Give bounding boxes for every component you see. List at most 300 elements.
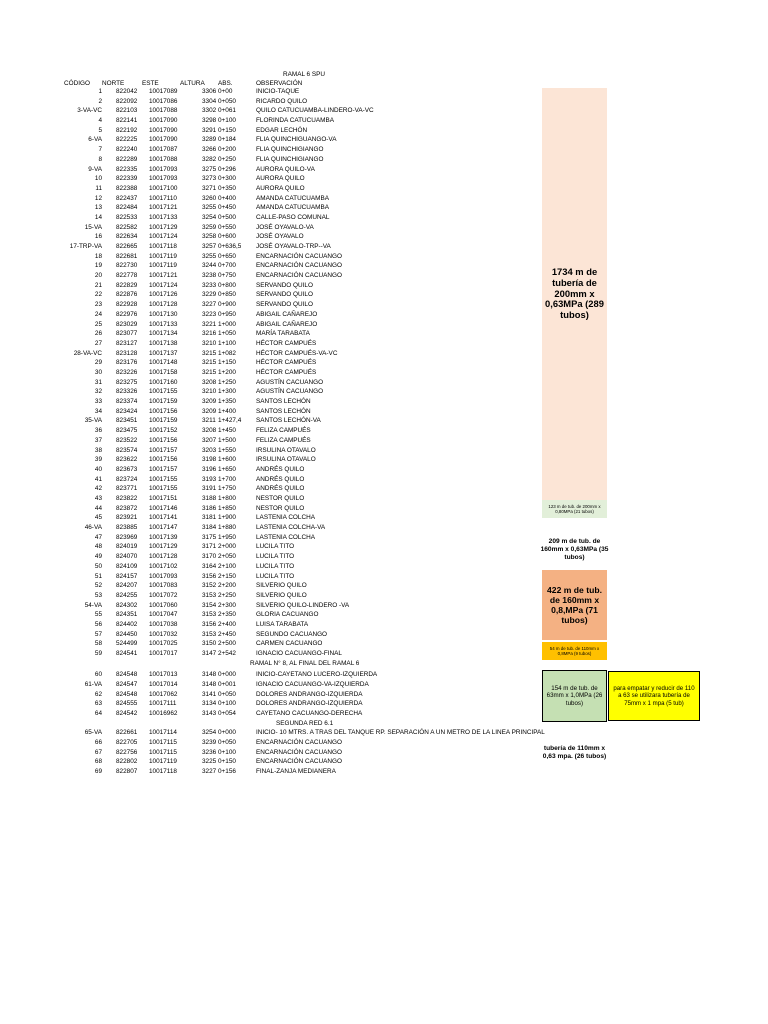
cell-observacion: ENCARNACIÓN CACUANGO	[256, 748, 342, 756]
cell-norte: 822042	[116, 88, 138, 95]
cell-este: 10017111	[149, 700, 177, 708]
cell-observacion: ENCARNACIÓN CACUANGO	[256, 262, 342, 270]
cell-abs: 0+636,5	[218, 243, 242, 251]
cell-norte: 823574	[116, 446, 138, 454]
cell-este: 10017121	[149, 204, 178, 212]
cell-observacion: RICARDO QUILO	[256, 97, 308, 105]
cell-este: 10017060	[149, 601, 178, 609]
cell-codigo: 67	[94, 748, 102, 756]
note-422m-text: 422 m de tub. de 160mm x 0,8,MPa (71 tubos)	[547, 585, 602, 625]
cell-observacion: AMANDA CATUCUAMBA	[256, 194, 330, 202]
cell-codigo: 15-VA	[84, 223, 102, 231]
cell-este: 10017013	[149, 671, 178, 678]
cell-codigo: 23	[94, 301, 102, 309]
table-row	[0, 729, 768, 737]
table-row	[0, 243, 768, 251]
header-observacion: OBSERVACIÓN	[256, 80, 303, 87]
cell-abs: 0+050	[218, 738, 236, 746]
cell-altura: 3302	[202, 107, 217, 115]
cell-abs: 0+150	[218, 758, 236, 766]
cell-este: 10017128	[149, 553, 178, 561]
cell-altura: 3175	[202, 533, 217, 541]
cell-observacion: ENCARNACIÓN CACUANGO	[256, 738, 342, 746]
cell-norte: 824302	[116, 601, 138, 609]
cell-este: 10017088	[149, 107, 178, 115]
cell-altura: 3215	[202, 349, 217, 357]
cell-norte: 824207	[116, 582, 138, 590]
cell-observacion: ABIGAIL CAÑAREJO	[256, 310, 318, 318]
cell-abs: 2+400	[218, 620, 236, 628]
cell-norte: 822141	[116, 117, 138, 125]
cell-altura: 3239	[202, 738, 217, 746]
cell-altura: 3254	[202, 213, 217, 221]
cell-este: 10016962	[149, 710, 178, 717]
cell-norte: 822225	[116, 136, 138, 144]
cell-codigo: 5	[98, 126, 102, 134]
cell-observacion: SERVANDO QUILO	[256, 301, 313, 309]
cell-abs: 0+400	[218, 194, 236, 202]
cell-altura: 3153	[202, 591, 217, 599]
cell-altura: 3153	[202, 611, 217, 619]
cell-norte: 823724	[116, 475, 138, 483]
cell-altura: 3193	[202, 475, 217, 483]
cell-este: 10017124	[149, 233, 178, 241]
cell-codigo: 28-VA-VC	[73, 349, 102, 357]
cell-abs: 1+082	[218, 349, 236, 357]
cell-norte: 822928	[116, 301, 138, 309]
cell-altura: 3208	[202, 378, 217, 386]
cell-norte: 822092	[116, 97, 138, 105]
table-row	[0, 204, 768, 212]
cell-norte: 822437	[116, 194, 138, 202]
cell-este: 10017090	[149, 126, 178, 134]
cell-altura: 3150	[202, 640, 217, 648]
cell-abs: 0+050	[218, 97, 236, 105]
cell-codigo: 38	[94, 446, 102, 454]
cell-norte: 824402	[116, 620, 138, 628]
cell-abs: 1+300	[218, 388, 236, 396]
cell-altura: 3211	[202, 417, 216, 425]
cell-altura: 3282	[202, 155, 217, 163]
table-row	[0, 195, 768, 203]
cell-abs: 1+880	[218, 524, 236, 532]
cell-abs: 1+800	[218, 494, 236, 502]
cell-observacion: LASTENIA COLCHA	[256, 514, 315, 522]
cell-este: 10017157	[149, 446, 178, 454]
cell-observacion: JOSÉ OYAVALO-VA	[256, 223, 314, 231]
cell-codigo: 58	[94, 640, 102, 648]
cell-altura: 3188	[202, 494, 217, 502]
cell-codigo: 66	[94, 738, 102, 746]
table-row	[0, 388, 768, 396]
cell-observacion: GLORIA CACUANGO	[256, 611, 319, 619]
cell-codigo: 64	[94, 710, 102, 717]
cell-codigo: 49	[94, 553, 102, 561]
cell-abs: 0+650	[218, 252, 236, 260]
cell-norte: 824548	[116, 690, 138, 698]
cell-abs: 0+054	[218, 710, 236, 717]
table-row	[0, 621, 768, 629]
cell-norte: 822192	[116, 126, 138, 134]
table-row	[0, 398, 768, 406]
cell-este: 10017047	[149, 611, 178, 619]
cell-observacion: HÉCTOR CAMPUÉS	[256, 369, 317, 376]
cell-observacion: QUILO CATUCUAMBA-LINDERO-VA-VC	[256, 107, 374, 115]
table-row	[0, 262, 768, 270]
cell-abs: 0+900	[218, 301, 236, 309]
cell-altura: 3223	[202, 310, 217, 318]
cell-norte: 823128	[116, 349, 138, 357]
table-row	[0, 749, 768, 757]
cell-este: 10017115	[149, 748, 177, 756]
table-row	[0, 330, 768, 338]
table-row	[0, 573, 768, 581]
cell-abs: 1+400	[218, 407, 236, 415]
cell-codigo: 12	[94, 194, 102, 202]
table-row	[0, 466, 768, 474]
cell-codigo: 68	[94, 758, 102, 766]
cell-abs: 0+500	[218, 213, 236, 221]
cell-norte: 823622	[116, 456, 138, 464]
table-row	[0, 301, 768, 309]
cell-codigo: 36	[94, 427, 102, 435]
cell-codigo: 54-VA	[84, 601, 102, 609]
cell-observacion: LUCILA TITO	[256, 562, 295, 570]
cell-codigo: 35-VA	[84, 417, 102, 425]
title-ramal-6: RAMAL 6 SPU	[283, 71, 326, 78]
cell-altura: 3298	[202, 117, 217, 125]
table-row	[0, 602, 768, 610]
cell-este: 10017138	[149, 339, 178, 347]
cell-norte: 524499	[116, 640, 138, 648]
cell-codigo: 39	[94, 456, 102, 464]
table-row	[0, 311, 768, 319]
cell-observacion: MARÍA TARABATA	[256, 330, 310, 338]
cell-observacion: NESTOR QUILO	[256, 504, 305, 512]
cell-observacion: FLIA QUINCHIGUANGO-VA	[256, 136, 337, 144]
cell-altura: 3273	[202, 175, 217, 183]
cell-altura: 3257	[202, 243, 217, 251]
cell-observacion: SILVERIO QUILO-LINDERO -VA	[256, 601, 350, 609]
cell-abs: 0+000	[218, 729, 236, 736]
cell-norte: 823275	[116, 378, 138, 386]
cell-este: 10017093	[149, 175, 178, 183]
cell-abs: 1+200	[218, 369, 236, 376]
cell-codigo: 16	[94, 233, 102, 241]
cell-norte: 822388	[116, 184, 138, 192]
cell-altura: 3255	[202, 204, 217, 212]
cell-abs: 1+600	[218, 456, 236, 464]
table-row	[0, 650, 768, 658]
header-abs: ABS.	[218, 80, 233, 87]
note-54m-text: 54 m de tub. de 110mm x 0,8MPa (9 tubos)	[549, 646, 600, 656]
note-110m-pipe	[538, 738, 611, 768]
cell-este: 10017121	[149, 272, 178, 280]
cell-abs: 0+350	[218, 184, 236, 192]
cell-norte: 824555	[116, 700, 138, 708]
cell-abs: 0+950	[218, 310, 236, 318]
cell-norte: 823326	[116, 388, 138, 396]
cell-norte: 824109	[116, 562, 138, 570]
table-row	[0, 233, 768, 241]
cell-norte: 823176	[116, 359, 138, 367]
cell-norte: 824351	[116, 611, 138, 619]
note-123m-pipe	[542, 500, 607, 518]
cell-norte: 822807	[116, 768, 138, 775]
cell-este: 10017089	[149, 88, 178, 95]
cell-observacion: AURORA QUILO	[256, 184, 305, 192]
cell-observacion: ANDRÉS QUILO	[256, 485, 305, 493]
cell-altura: 3260	[202, 194, 217, 202]
cell-norte: 822335	[116, 165, 138, 173]
cell-norte: 823029	[116, 320, 138, 328]
note-422m-pipe	[542, 570, 607, 640]
cell-observacion: LUCILA TITO	[256, 572, 295, 580]
cell-observacion: SERVANDO QUILO	[256, 291, 313, 299]
table-row	[0, 136, 768, 144]
cell-codigo: 61-VA	[84, 680, 102, 688]
cell-altura: 3191	[202, 485, 217, 493]
cell-este: 10017137	[149, 349, 178, 357]
cell-altura: 3198	[202, 456, 217, 464]
cell-codigo: 37	[94, 436, 102, 444]
header-este: ESTE	[142, 80, 159, 87]
cell-abs: 0+850	[218, 291, 236, 299]
cell-codigo: 21	[94, 281, 102, 289]
cell-abs: 0+156	[218, 768, 236, 775]
cell-norte: 822730	[116, 262, 138, 270]
cell-norte: 823885	[116, 524, 138, 532]
table-row	[0, 98, 768, 106]
table-row	[0, 417, 768, 425]
cell-este: 10017017	[149, 650, 178, 658]
cell-norte: 823771	[116, 485, 138, 493]
cell-codigo: 8	[98, 155, 102, 163]
cell-observacion: CAYETANO CACUANGO-DERECHA	[256, 710, 363, 717]
table-row	[0, 175, 768, 183]
cell-este: 10017141	[149, 514, 178, 522]
cell-norte: 824019	[116, 543, 138, 551]
cell-observacion: SANTOS LECHÓN	[256, 407, 311, 415]
cell-altura: 3148	[202, 680, 217, 688]
cell-observacion: FELIZA CAMPUÉS	[256, 427, 311, 435]
cell-abs: 0+100	[218, 700, 236, 708]
table-row	[0, 224, 768, 232]
cell-codigo: 32	[94, 388, 102, 396]
title-ramal-8: RAMAL N° 8, AL FINAL DEL RAMAL 6	[250, 660, 360, 667]
cell-codigo: 48	[94, 543, 102, 551]
table-row	[0, 282, 768, 290]
cell-norte: 824450	[116, 630, 138, 638]
cell-abs: 2+300	[218, 601, 236, 609]
cell-observacion: HÉCTOR CAMPUÉS-VA-VC	[256, 349, 338, 357]
cell-codigo: 40	[94, 465, 102, 473]
cell-este: 10017129	[149, 223, 178, 231]
cell-este: 10017129	[149, 543, 178, 551]
note-empatar-text: para empatar y reducir de 110 a 63 se utilizara tubería de 75mm x 1 mpa (5 tub)	[613, 685, 695, 707]
cell-norte: 822681	[116, 252, 138, 260]
cell-abs: 1+650	[218, 465, 236, 473]
cell-este: 10017134	[149, 330, 178, 338]
cell-codigo: 59	[94, 650, 102, 658]
cell-altura: 3291	[202, 126, 217, 134]
cell-altura: 3154	[202, 601, 217, 609]
cell-este: 10017102	[149, 562, 178, 570]
cell-codigo: 14	[94, 213, 102, 221]
cell-abs: 2+450	[218, 630, 236, 638]
cell-codigo: 20	[94, 272, 102, 280]
cell-observacion: HÉCTOR CAMPUÉS	[256, 339, 317, 347]
cell-observacion: ENCARNACIÓN CACUANGO	[256, 252, 342, 260]
cell-codigo: 26	[94, 330, 102, 338]
cell-norte: 824542	[116, 710, 138, 717]
cell-altura: 3156	[202, 620, 217, 628]
cell-este: 10017155	[149, 485, 178, 493]
cell-norte: 823522	[116, 436, 138, 444]
cell-observacion: AURORA QUILO	[256, 175, 305, 183]
cell-altura: 3147	[202, 650, 217, 658]
cell-este: 10017118	[149, 768, 177, 775]
cell-este: 10017119	[149, 758, 177, 766]
cell-observacion: FELIZA CAMPUÉS	[256, 436, 311, 444]
cell-este: 10017156	[149, 436, 178, 444]
cell-codigo: 10	[94, 175, 102, 183]
cell-observacion: NESTOR QUILO	[256, 494, 305, 502]
cell-norte: 823451	[116, 417, 138, 425]
header-altura: ALTURA	[180, 80, 205, 87]
table-row	[0, 456, 768, 464]
cell-este: 10017062	[149, 690, 178, 698]
table-row	[0, 146, 768, 154]
table-row	[0, 379, 768, 387]
cell-norte: 822756	[116, 748, 138, 756]
cell-abs: 1+750	[218, 485, 236, 493]
table-row	[0, 272, 768, 280]
cell-abs: 0+061	[218, 107, 236, 115]
table-row	[0, 127, 768, 135]
cell-observacion: ANDRÉS QUILO	[256, 475, 305, 483]
table-row	[0, 437, 768, 445]
cell-observacion: DOLORES ANDRANGO-IZQUIERDA	[256, 700, 363, 708]
table-row	[0, 611, 768, 619]
cell-altura: 3164	[202, 562, 217, 570]
cell-altura: 3258	[202, 233, 217, 241]
cell-altura: 3227	[202, 301, 217, 309]
cell-observacion: INICIO-TAQUE	[256, 88, 300, 95]
table-row	[0, 156, 768, 164]
table-row	[0, 485, 768, 493]
cell-este: 10017124	[149, 281, 178, 289]
cell-abs: 2+100	[218, 562, 236, 570]
cell-abs: 2+350	[218, 611, 236, 619]
cell-abs: 0+100	[218, 117, 236, 125]
cell-norte: 822103	[116, 107, 138, 115]
cell-norte: 823872	[116, 504, 138, 512]
cell-altura: 3221	[202, 320, 217, 328]
cell-codigo: 4	[98, 117, 102, 125]
cell-observacion: ABIGAIL CAÑAREJO	[256, 320, 318, 328]
note-empatar-reducir	[608, 671, 700, 721]
cell-este: 10017158	[149, 369, 178, 376]
cell-observacion: DOLORES ANDRANGO-IZQUIERDA	[256, 690, 363, 698]
cell-observacion: FLIA QUINCHIGIANGO	[256, 146, 324, 154]
cell-este: 10017118	[149, 243, 177, 251]
cell-norte: 822829	[116, 281, 138, 289]
cell-este: 10017086	[149, 97, 178, 105]
cell-observacion: FLORINDA CATUCUAMBA	[256, 117, 334, 125]
cell-altura: 3236	[202, 748, 217, 756]
cell-codigo: 7	[98, 146, 102, 154]
table-row	[0, 214, 768, 222]
cell-altura: 3275	[202, 165, 217, 173]
cell-codigo: 51	[94, 572, 102, 580]
cell-codigo: 29	[94, 359, 102, 367]
table-row	[0, 534, 768, 542]
cell-altura: 3184	[202, 524, 217, 532]
table-row	[0, 427, 768, 435]
cell-norte: 822665	[116, 243, 138, 251]
cell-norte: 822661	[116, 729, 138, 736]
cell-abs: 0+000	[218, 671, 236, 678]
cell-observacion: LUISA TARABATA	[256, 620, 309, 628]
table-row	[0, 768, 768, 776]
table-row	[0, 758, 768, 766]
cell-este: 10017014	[149, 680, 178, 688]
cell-este: 10017139	[149, 533, 178, 541]
cell-observacion: SILVERIO QUILO	[256, 591, 307, 599]
cell-este: 10017157	[149, 465, 178, 473]
cell-este: 10017126	[149, 291, 178, 299]
table-row	[0, 495, 768, 503]
cell-este: 10017119	[149, 262, 177, 270]
cell-abs: 1+350	[218, 398, 236, 406]
cell-observacion: FLIA QUINCHIGIANGO	[256, 155, 324, 163]
cell-abs: 0+450	[218, 204, 236, 212]
cell-observacion: FINAL-ZANJA MEDIANERA	[256, 768, 336, 775]
cell-codigo: 1	[98, 88, 102, 95]
cell-observacion: CALLE-PASO COMUNAL	[256, 213, 330, 221]
table-row	[0, 514, 768, 522]
cell-norte: 822802	[116, 758, 138, 766]
table-row	[0, 543, 768, 551]
cell-codigo: 2	[98, 97, 102, 105]
cell-este: 10017090	[149, 136, 178, 144]
cell-codigo: 22	[94, 291, 102, 299]
cell-observacion: SILVERIO QUILO	[256, 582, 307, 590]
table-row	[0, 447, 768, 455]
cell-altura: 3186	[202, 504, 217, 512]
cell-altura: 3266	[202, 146, 217, 154]
cell-este: 10017093	[149, 165, 178, 173]
note-154m-text: 154 m de tub. de 63mm x 1,0MPa (26 tubos)	[546, 684, 603, 707]
cell-codigo: 65-VA	[84, 729, 102, 736]
cell-altura: 3255	[202, 252, 217, 260]
cell-este: 10017152	[149, 427, 178, 435]
cell-norte: 824070	[116, 553, 138, 561]
cell-observacion: SERVANDO QUILO	[256, 281, 313, 289]
cell-altura: 3141	[202, 690, 217, 698]
cell-norte: 823226	[116, 369, 138, 376]
table-row	[0, 369, 768, 377]
note-123m-text: 123 m de tub. de 200mm x 0,80MPa (21 tubos)	[548, 504, 601, 514]
table-row	[0, 631, 768, 639]
cell-abs: 1+950	[218, 533, 236, 541]
cell-norte: 823822	[116, 494, 138, 502]
note-209m-pipe	[538, 534, 611, 566]
cell-altura: 3170	[202, 553, 217, 561]
cell-abs: 1+700	[218, 475, 236, 483]
cell-altura: 3143	[202, 710, 217, 717]
